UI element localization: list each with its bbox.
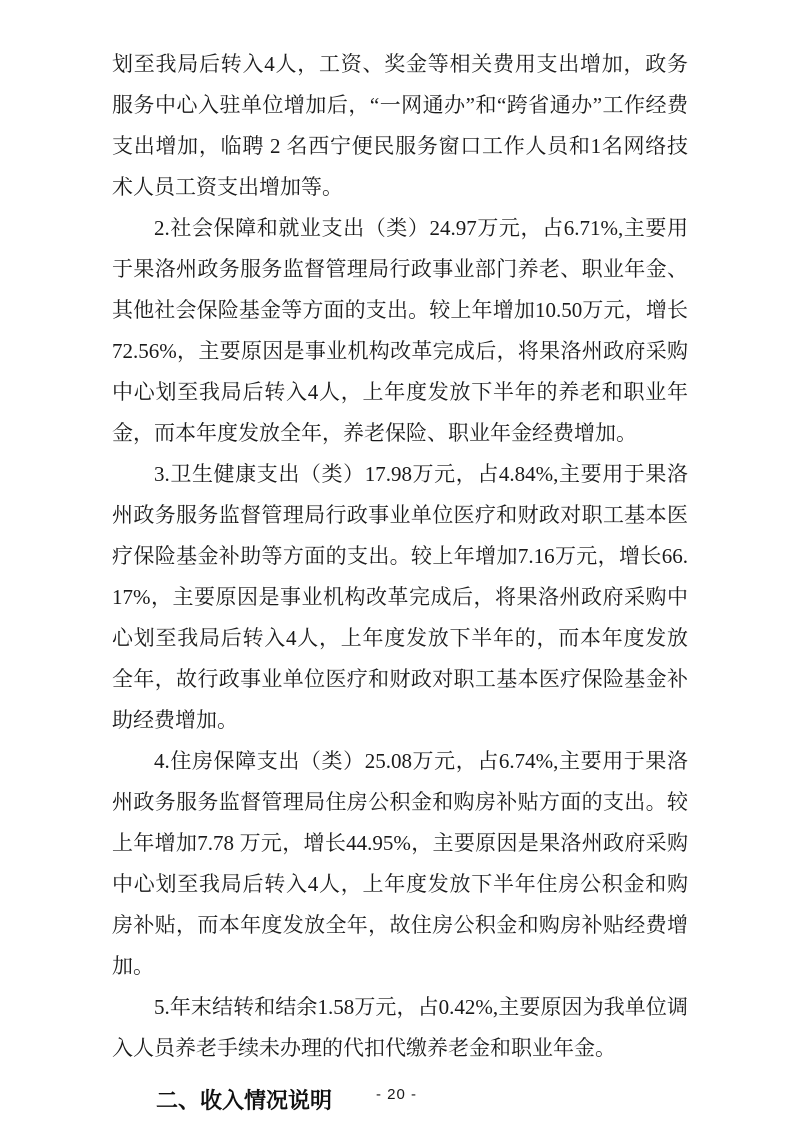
paragraph-5-year-end-carryover: 5.年末结转和结余1.58万元，占0.42%,主要原因为我单位调入人员养老手续未办理的代扣代缴养老金和职业年金。 <box>112 995 688 1060</box>
document-body <box>112 44 688 1122</box>
paragraph-2-social-security-expenditure: 2.社会保障和就业支出（类）24.97万元，占6.71%,主要用于果洛州政务服务监督管理局行政事业部门养老、职业年金、其他社会保险基金等方面的支出。较上年增加10.50万元，增长72.56%，主要原因是事业机构改革完成后，将果洛州政府采购中心划至我局后转入4人，上年度发放下半年的养老和职业年金，而本年度发放全年，养老保险、职业年金经费增加。 <box>112 216 688 445</box>
paragraph-3-health-expenditure: 3.卫生健康支出（类）17.98万元，占4.84%,主要用于果洛州政务服务监督管理局行政事业单位医疗和财政对职工基本医疗保险基金补助等方面的支出。较上年增加7.16万元，增长66.17%，主要原因是事业机构改革完成后，将果洛州政府采购中心划至我局后转入4人，上年度发放下半年的，而本年度发放全年，故行政事业单位医疗和财政对职工基本医疗保险基金补助经费增加。 <box>112 462 688 732</box>
page-number: - 20 - <box>375 1086 417 1103</box>
section-heading-income-explanation: 二、收入情况说明 <box>156 1088 333 1113</box>
paragraph-continuation: 划至我局后转入4人，工资、奖金等相关费用支出增加，政务服务中心入驻单位增加后，“一网通办”和“跨省通办”工作经费支出增加，临聘 2 名西宁便民服务窗口工作人员和1名网络技术人员工资支出增加等。 <box>112 52 688 199</box>
paragraph-4-housing-expenditure: 4.住房保障支出（类）25.08万元，占6.74%,主要用于果洛州政务服务监督管理局住房公积金和购房补贴方面的支出。较上年增加7.78 万元，增长44.95%，主要原因是果洛州政府采购中心划至我局后转入4人，上年度发放下半年住房公积金和购房补贴，而本年度发放全年，故住房公积金和购房补贴经费增加。 <box>112 749 688 978</box>
